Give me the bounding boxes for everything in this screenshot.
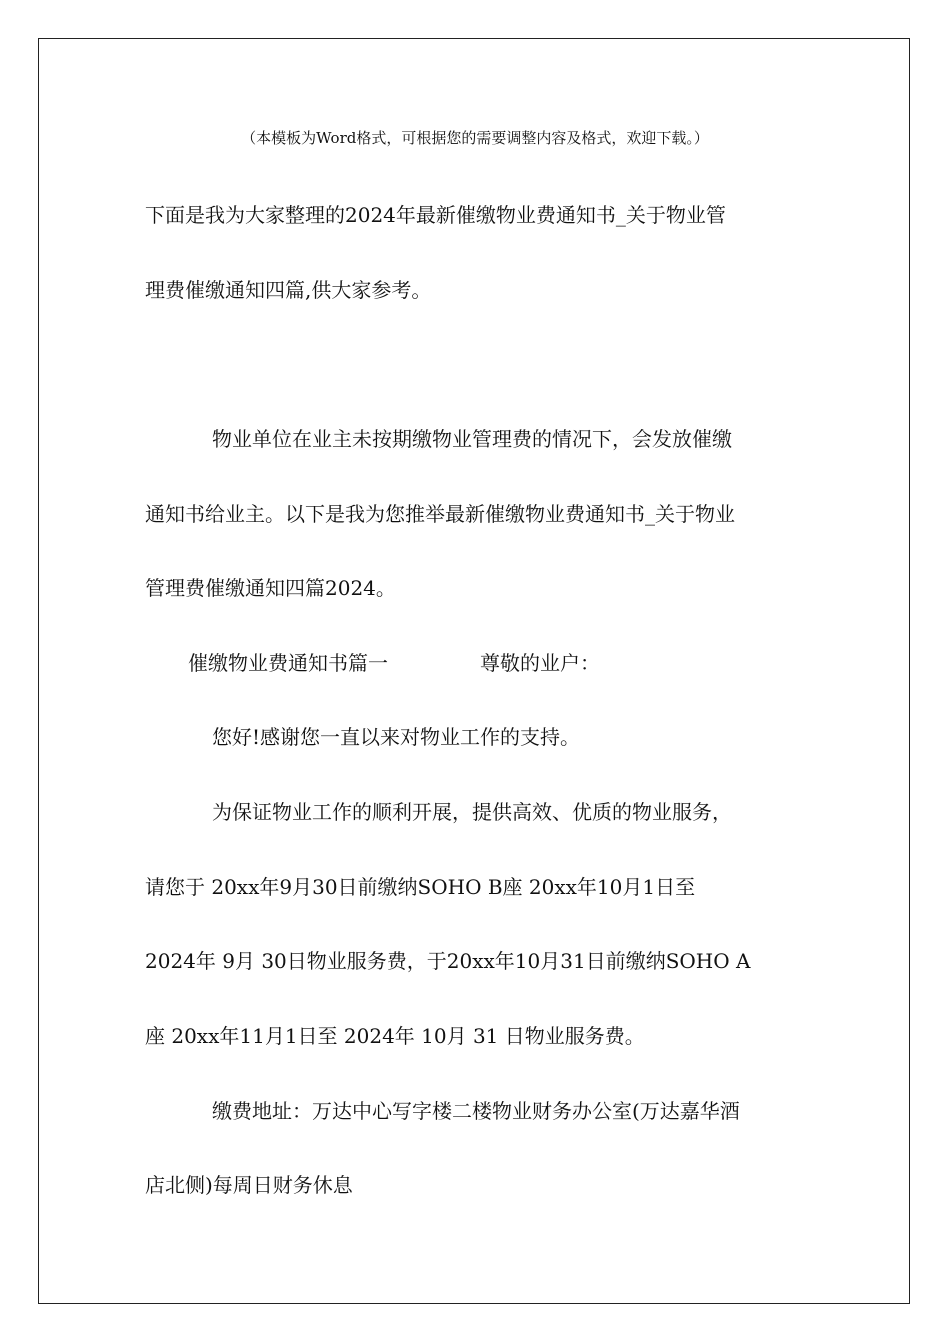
para2-line-2: 请您于 20xx年9月30日前缴纳SOHO B座 20xx年10月1日至 [145,875,696,899]
para3-line-1: 缴费地址：万达中心写字楼二楼物业财务办公室(万达嘉华酒 [212,1099,740,1123]
intro-line-2: 理费催缴通知四篇,供大家参考。 [145,278,432,302]
para2-line-3: 2024年 9月 30日物业服务费，于20xx年10月31日前缴纳SOHO A [145,949,751,973]
intro-line-1: 下面是我为大家整理的2024年最新催缴物业费通知书_关于物业管 [145,203,726,227]
greeting-line: 您好!感谢您一直以来对物业工作的支持。 [212,725,581,749]
para3-line-2: 店北侧)每周日财务休息 [145,1173,353,1197]
para1-line-1: 物业单位在业主未按期缴物业管理费的情况下，会发放催缴 [212,427,732,451]
section-title: 催缴物业费通知书篇一 [188,651,388,675]
salutation: 尊敬的业户： [480,651,600,675]
para1-line-2: 通知书给业主。以下是我为您推举最新催缴物业费通知书_关于物业 [145,502,735,526]
template-note: （本模板为Word格式，可根据您的需要调整内容及格式，欢迎下载。） [241,129,709,147]
para2-line-4: 座 20xx年11月1日至 2024年 10月 31 日物业服务费。 [145,1024,645,1048]
para1-line-3: 管理费催缴通知四篇2024。 [145,576,396,600]
para2-line-1: 为保证物业工作的顺利开展，提供高效、优质的物业服务， [212,800,732,824]
